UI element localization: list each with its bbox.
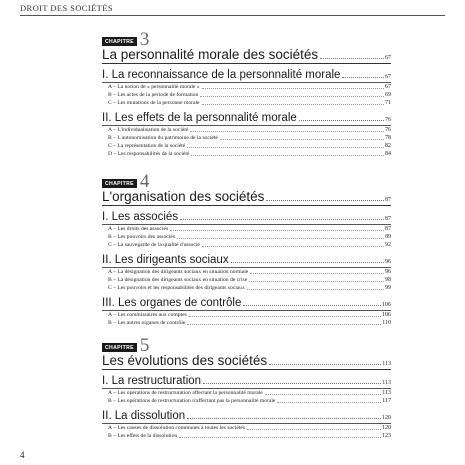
chapter-number: 4 bbox=[139, 171, 150, 192]
section-title: I. Les associés bbox=[102, 211, 179, 223]
toc-item[interactable] bbox=[108, 142, 391, 150]
toc-item[interactable] bbox=[108, 99, 391, 107]
chapter-number: 5 bbox=[139, 335, 150, 356]
toc-item[interactable] bbox=[108, 91, 391, 99]
dot-leader bbox=[299, 120, 384, 121]
dot-leader bbox=[203, 383, 381, 384]
dot-leader bbox=[269, 364, 381, 365]
chapter-number: 3 bbox=[139, 29, 150, 50]
dot-leader bbox=[231, 262, 384, 263]
item-text: C – La sauvegarde de la qualité d'associé bbox=[108, 242, 200, 248]
page-ref: 71 bbox=[385, 100, 391, 106]
toc-item[interactable] bbox=[108, 284, 391, 292]
page-ref: 78 bbox=[385, 135, 391, 141]
toc-item[interactable] bbox=[108, 311, 391, 319]
item-text: C – Les mutations de la personne morale bbox=[108, 100, 200, 106]
dot-leader bbox=[189, 316, 381, 317]
page-ref: 67 bbox=[385, 74, 391, 80]
dot-leader bbox=[220, 139, 384, 140]
section-heading[interactable] bbox=[102, 254, 391, 268]
page-ref: 123 bbox=[382, 433, 391, 439]
chapter-title: La personnalité morale des sociétés bbox=[102, 47, 319, 62]
chapter-badge: CHAPITRE bbox=[102, 37, 137, 46]
page-ref: 84 bbox=[385, 151, 391, 157]
page-ref: 96 bbox=[385, 259, 391, 265]
toc-item[interactable] bbox=[108, 319, 391, 327]
page-ref: 106 bbox=[382, 312, 391, 318]
page-ref: 67 bbox=[385, 84, 391, 90]
item-text: B – Les autres organes de contrôle bbox=[108, 320, 186, 326]
toc-item[interactable] bbox=[108, 424, 391, 432]
section-title: II. Les dirigeants sociaux bbox=[102, 254, 229, 266]
item-text: B – Les effets de la dissolution bbox=[108, 433, 178, 439]
item-text: A – La désignation des dirigeants sociaux en situation normale bbox=[108, 269, 249, 275]
toc-item[interactable] bbox=[108, 276, 391, 284]
dot-leader bbox=[187, 324, 381, 325]
page-ref: 96 bbox=[385, 269, 391, 275]
chapter-label bbox=[102, 29, 391, 50]
dot-leader bbox=[265, 394, 381, 395]
item-text: C – Les pouvoirs et les responsabilités des dirigeants sociaux bbox=[108, 285, 245, 291]
page-ref: 99 bbox=[385, 285, 391, 291]
toc-item[interactable] bbox=[108, 83, 391, 91]
chapter-title-row[interactable] bbox=[102, 353, 391, 370]
section-title: II. Les effets de la personnalité morale bbox=[102, 112, 297, 124]
item-text: B – Les opérations de restructuration n'affectant pas la personnalité morale bbox=[108, 398, 276, 404]
dot-leader bbox=[170, 230, 384, 231]
dot-leader bbox=[202, 88, 384, 89]
dot-leader bbox=[250, 273, 384, 274]
page-number: 4 bbox=[20, 450, 25, 460]
toc-item[interactable] bbox=[108, 225, 391, 233]
dot-leader bbox=[202, 104, 385, 105]
dot-leader bbox=[200, 96, 384, 97]
page-ref: 82 bbox=[385, 143, 391, 149]
page-ref: 92 bbox=[385, 242, 391, 248]
toc-item[interactable] bbox=[108, 241, 391, 249]
item-text: B – L'autonomisation du patrimoine de la société bbox=[108, 135, 218, 141]
chapter-title: Les évolutions des sociétés bbox=[102, 353, 268, 368]
section-heading[interactable] bbox=[102, 410, 391, 424]
toc-item[interactable] bbox=[108, 397, 391, 405]
section-heading[interactable] bbox=[102, 297, 391, 311]
page-ref: 113 bbox=[382, 390, 391, 396]
chapter-5 bbox=[102, 335, 391, 440]
section-heading[interactable] bbox=[102, 375, 391, 389]
chapter-badge: CHAPITRE bbox=[102, 343, 137, 352]
toc-item[interactable] bbox=[108, 126, 391, 134]
section-heading[interactable] bbox=[102, 69, 391, 83]
section-heading[interactable] bbox=[102, 211, 391, 225]
toc-item[interactable] bbox=[108, 233, 391, 241]
dot-leader bbox=[180, 219, 384, 220]
dot-leader bbox=[247, 289, 384, 290]
running-head: DROIT DES SOCIÉTÉS bbox=[20, 3, 113, 13]
section-title: III. Les organes de contrôle bbox=[102, 297, 242, 309]
page-ref: 87 bbox=[385, 226, 391, 232]
dot-leader bbox=[342, 77, 384, 78]
item-text: D – Les responsabilités de la société bbox=[108, 151, 190, 157]
page-ref: 120 bbox=[382, 415, 391, 421]
page-ref: 110 bbox=[382, 320, 391, 326]
dot-leader bbox=[249, 281, 384, 282]
toc-item[interactable] bbox=[108, 134, 391, 142]
toc-item[interactable] bbox=[108, 268, 391, 276]
item-text: A – La notion de « personnalité morale » bbox=[108, 84, 200, 90]
section-title: I. La reconnaissance de la personnalité morale bbox=[102, 69, 341, 81]
page-ref: 69 bbox=[385, 92, 391, 98]
chapter-label bbox=[102, 335, 391, 356]
page-ref: 113 bbox=[382, 380, 391, 386]
chapter-3 bbox=[102, 29, 391, 158]
page-ref: 117 bbox=[382, 398, 391, 404]
dot-leader bbox=[187, 418, 381, 419]
page-ref: 106 bbox=[382, 302, 391, 308]
chapter-title: L'organisation des sociétés bbox=[102, 189, 265, 204]
toc-item[interactable] bbox=[108, 150, 391, 158]
item-text: C – La représentation de la société bbox=[108, 143, 186, 149]
page-ref: 113 bbox=[382, 361, 391, 367]
dot-leader bbox=[320, 58, 384, 59]
item-text: B – Les actes de la période de formation bbox=[108, 92, 199, 98]
toc-item[interactable] bbox=[108, 389, 391, 397]
item-text: B – La désignation des dirigeants sociaux en situation de crise bbox=[108, 277, 248, 283]
dot-leader bbox=[247, 429, 381, 430]
section-title: II. La dissolution bbox=[102, 410, 186, 422]
page-ref: 89 bbox=[385, 234, 391, 240]
item-text: A – Les causes de dissolution communes à toutes les sociétés bbox=[108, 425, 246, 431]
item-text: B – Les pouvoirs des associés bbox=[108, 234, 175, 240]
chapter-title-row[interactable] bbox=[102, 47, 391, 64]
toc-item[interactable] bbox=[108, 432, 391, 440]
dot-leader bbox=[202, 246, 384, 247]
dot-leader bbox=[277, 402, 381, 403]
dot-leader bbox=[191, 155, 384, 156]
chapter-label bbox=[102, 171, 391, 192]
chapter-badge: CHAPITRE bbox=[102, 179, 137, 188]
dot-leader bbox=[179, 437, 381, 438]
page-ref: 76 bbox=[385, 127, 391, 133]
item-text: A – Les opérations de restructuration affectant la personnalité morale bbox=[108, 390, 263, 396]
page-ref: 120 bbox=[382, 425, 391, 431]
dot-leader bbox=[266, 200, 384, 201]
dot-leader bbox=[177, 238, 384, 239]
dot-leader bbox=[243, 305, 381, 306]
page-ref: 76 bbox=[385, 117, 391, 123]
header-rule bbox=[20, 15, 445, 16]
item-text: A – Les commissaires aux comptes bbox=[108, 312, 187, 318]
dot-leader bbox=[187, 147, 384, 148]
item-text: A – L'individualisation de la société bbox=[108, 127, 189, 133]
page-ref: 98 bbox=[385, 277, 391, 283]
page-ref: 67 bbox=[385, 55, 391, 61]
page-ref: 87 bbox=[385, 216, 391, 222]
page-ref: 87 bbox=[385, 197, 391, 203]
section-title: I. La restructuration bbox=[102, 375, 202, 387]
chapter-title-row[interactable] bbox=[102, 189, 391, 206]
dot-leader bbox=[190, 131, 384, 132]
chapter-4 bbox=[102, 171, 391, 327]
section-heading[interactable] bbox=[102, 112, 391, 126]
item-text: A – Les droits des associés bbox=[108, 226, 169, 232]
